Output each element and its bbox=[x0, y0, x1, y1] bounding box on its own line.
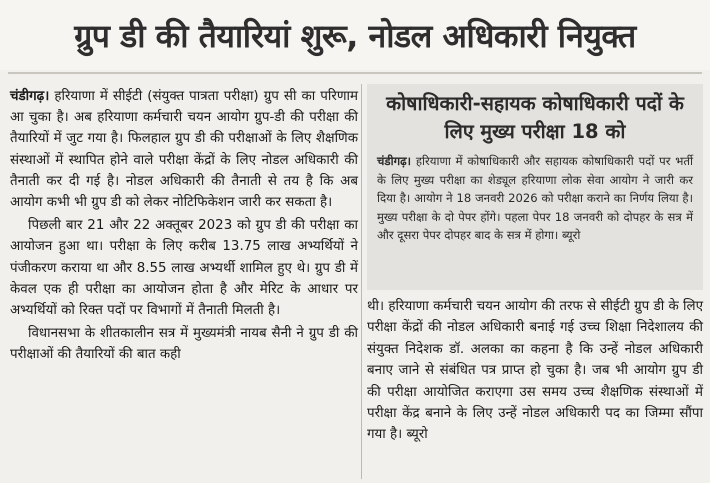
column-divider bbox=[361, 84, 362, 479]
left-paragraph-2: पिछली बार 21 और 22 अक्तूबर 2023 को ग्रुप डी की परीक्षा का आयोजन हुआ था। परीक्षा के लिए करीब 13.75 लाख अभ्यर्थियों ने पंजीकरण कराया था और 8.55 लाख अभ्यर्थी शामिल हुए थे। ग्रुप डी में केवल एक ही परीक्षा का आयोजन होता है और मेरिट के आधार पर अभ्यर्थियों को रिक्त पदों पर विभागों में तैनाती मिलती है। bbox=[10, 218, 358, 319]
right-paragraph: थी। हरियाणा कर्मचारी चयन आयोग की तरफ से सीईटी ग्रुप डी के लिए परीक्षा केंद्रों की नोडल अधिकारी बनाई गई उच्च शिक्षा निदेशालय की संयुक्त निदेशक डॉ. अलका का कहना है कि उन्हें नोडल अधिकारी बनाए जाने से संबंधित पत्र प्राप्त हो चुका है। जब भी आयोग ग्रुप डी की परीक्षा आयोजित कराएगा उस समय उच्च शैक्षणिक संस्थाओं में परीक्षा केंद्र बनाने के लिए उन्हें नोडल अधिकारी पद का जिम्मा सौंपा गया है। ब्यूरो bbox=[367, 299, 703, 443]
left-column bbox=[10, 86, 358, 368]
left-paragraph-1 bbox=[10, 86, 358, 213]
left-paragraph-1-text: हरियाणा में सीईटी (संयुक्त पात्रता परीक्षा) ग्रुप सी का परिणाम आ चुका है। अब हरियाणा कर्मचारी चयन आयोग ग्रुप-डी की परीक्षा की तैयारियों में जुट गया है। फिलहाल ग्रुप डी की परीक्षाओं के लिए शैक्षणिक संस्थाओं में स्थापित होने वाले परीक्षा केंद्रों के लिए नोडल अधिकारी की तैनाती कर दी गई है। नोडल अधिकारी की तैनाती से तय है कि अब आयोग कभी भी ग्रुप डी को लेकर नोटिफिकेशन जारी कर सकता है। bbox=[10, 89, 358, 211]
sidebar-box-text: हरियाणा में कोषाधिकारी और सहायक कोषाधिकारी पदों पर भर्ती के लिए मुख्य परीक्षा का शेड्यूल हरियाणा लोक सेवा आयोग ने जारी कर दिया है। आयोग ने 18 जनवरी 2026 को परीक्षा कराने का निर्णय लिया है। मुख्य परीक्षा के दो पेपर होंगे। पहला पेपर 18 जनवरी को दोपहर के सत्र में और दूसरा पेपर दोपहर बाद के सत्र में होगा। ब्यूरो bbox=[377, 154, 693, 243]
sidebar-box-title: कोषाधिकारी-सहायक कोषाधिकारी पदों के लिए मुख्य परीक्षा 18 को bbox=[386, 92, 684, 143]
sidebar-box-dateline: चंडीगढ़। bbox=[377, 154, 412, 168]
headline: ग्रुप डी की तैयारियां शुरू, नोडल अधिकारी नियुक्त bbox=[0, 0, 710, 70]
sidebar-box-body bbox=[367, 146, 703, 245]
left-paragraph-3: विधानसभा के शीतकालीन सत्र में मुख्यमंत्री नायब सैनी ने ग्रुप डी की परीक्षाओं की तैयारियों की बात कही bbox=[10, 326, 358, 363]
right-column bbox=[367, 296, 703, 446]
dateline: चंडीगढ़। bbox=[10, 89, 50, 104]
sidebar-news-box bbox=[367, 84, 703, 290]
headline-divider bbox=[8, 72, 702, 74]
